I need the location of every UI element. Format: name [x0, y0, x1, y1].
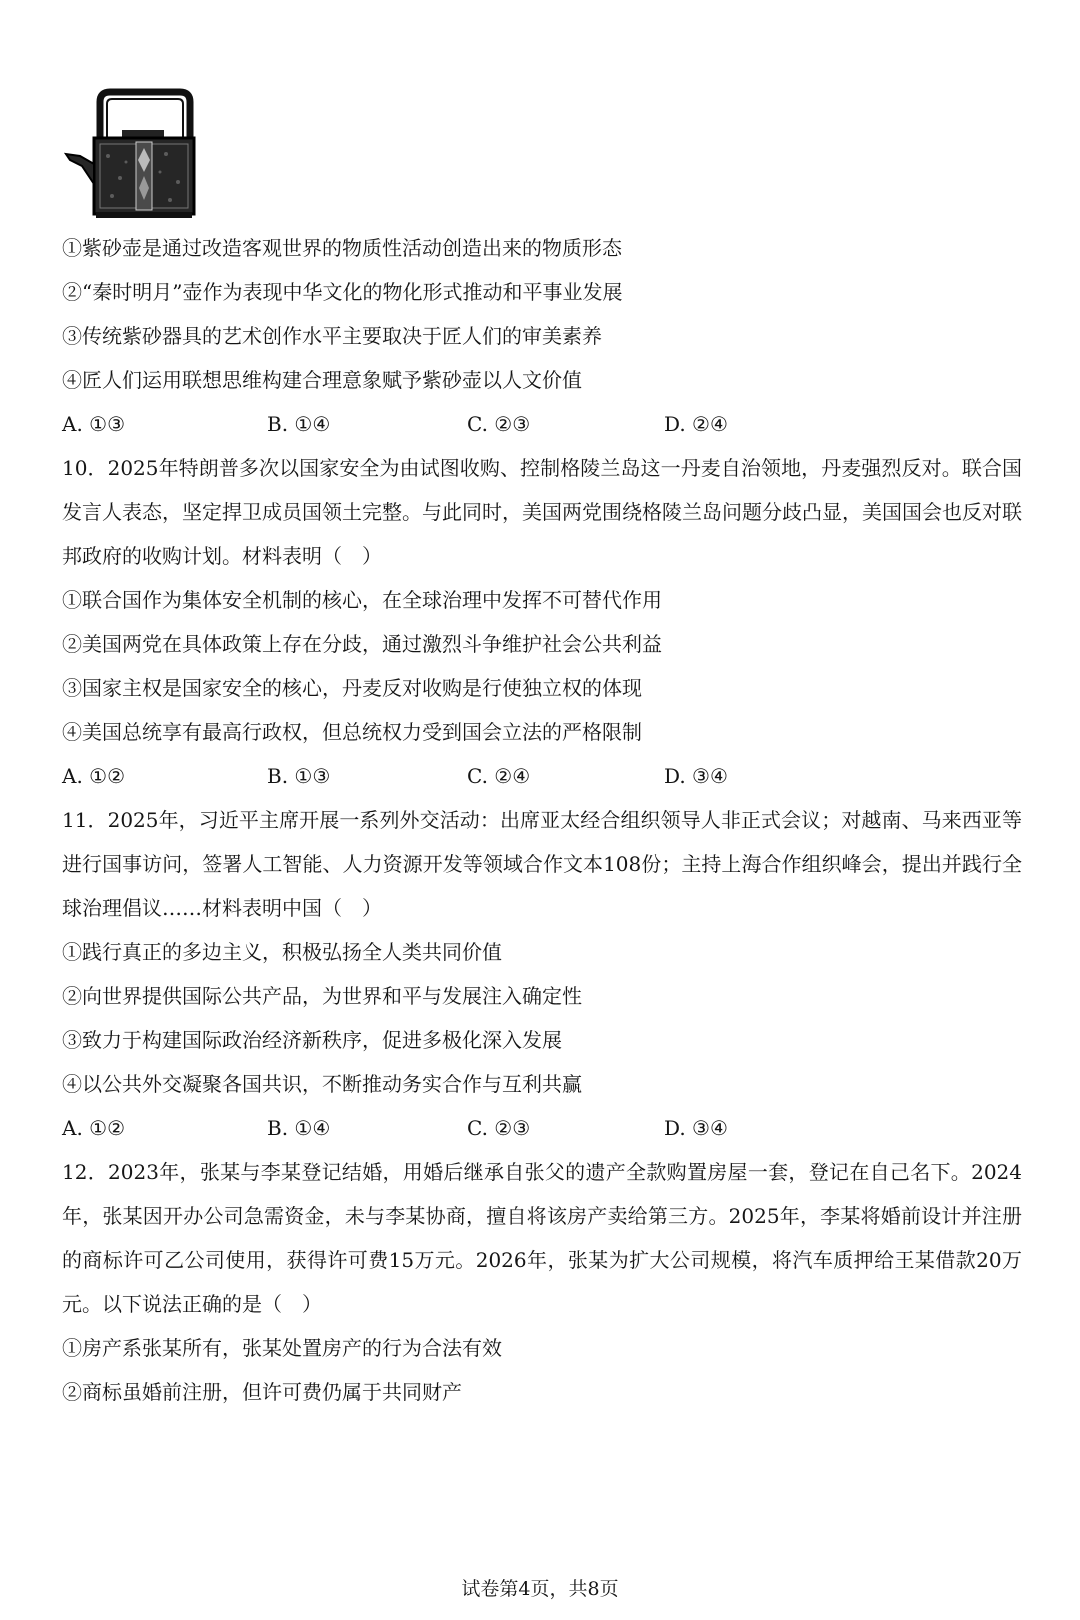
q10-option-b[interactable]: B. ①③: [267, 764, 331, 788]
q9-option-b[interactable]: B. ①④: [267, 412, 331, 436]
q10-statement-2: ②美国两党在具体政策上存在分歧，通过激烈斗争维护社会公共利益: [62, 632, 662, 656]
q12-statement-1: ①房产系张某所有，张某处置房产的行为合法有效: [62, 1336, 502, 1360]
q9-statement-2: ②“秦时明月”壶作为表现中华文化的物化形式推动和平事业发展: [62, 280, 623, 304]
q10-statement-1: ①联合国作为集体安全机制的核心，在全球治理中发挥不可替代作用: [62, 588, 662, 612]
q9-statement-3: ③传统紫砂器具的艺术创作水平主要取决于匠人们的审美素养: [62, 324, 602, 348]
q12-statement-2: ②商标虽婚前注册，但许可费仍属于共同财产: [62, 1380, 462, 1404]
q11-statement-1: ①践行真正的多边主义，积极弘扬全人类共同价值: [62, 940, 502, 964]
question-11: [62, 798, 1022, 1158]
q10-statement-3: ③国家主权是国家安全的核心，丹麦反对收购是行使独立权的体现: [62, 676, 642, 700]
q9-option-c[interactable]: C. ②③: [467, 412, 531, 436]
q10-options: [62, 762, 1022, 806]
question-content: [62, 234, 1022, 1422]
q10-option-d[interactable]: D. ③④: [664, 764, 728, 788]
q11-option-b[interactable]: B. ①④: [267, 1116, 331, 1140]
q9-option-d[interactable]: D. ②④: [664, 412, 728, 436]
q11-options: [62, 1114, 1022, 1158]
page-footer: 试卷第4页，共8页: [461, 1578, 619, 1600]
q10-option-a[interactable]: A. ①②: [62, 764, 126, 788]
q9-option-a[interactable]: A. ①③: [62, 412, 126, 436]
q9-statement-1: ①紫砂壶是通过改造客观世界的物质性活动创造出来的物质形态: [62, 236, 622, 260]
q9-statement-4: ④匠人们运用联想思维构建合理意象赋予紫砂壶以人文价值: [62, 368, 582, 392]
q10-stem: 10．2025年特朗普多次以国家安全为由试图收购、控制格陵兰岛这一丹麦自治领地，丹麦强烈反对。联合国发言人表态，坚定捍卫成员国领土完整。与此同时，美国两党围绕格陵兰岛问题分歧凸显，美国国会也反对联邦政府的收购计划。材料表明（ ）: [62, 456, 1022, 568]
q11-option-d[interactable]: D. ③④: [664, 1116, 728, 1140]
q10-option-c[interactable]: C. ②④: [467, 764, 531, 788]
q12-stem: 12．2023年，张某与李某登记结婚，用婚后继承自张父的遗产全款购置房屋一套，登记在自己名下。2024年，张某因开办公司急需资金，未与李某协商，擅自将该房产卖给第三方。2025年，李某将婚前设计并注册的商标许可乙公司使用，获得许可费15万元。2026年，张某为扩大公司规模，将汽车质押给王某借款20万元。以下说法正确的是（ ）: [62, 1160, 1022, 1316]
q11-statement-2: ②向世界提供国际公共产品，为世界和平与发展注入确定性: [62, 984, 582, 1008]
q11-statement-3: ③致力于构建国际政治经济新秩序，促进多极化深入发展: [62, 1028, 562, 1052]
teapot-illustration: [62, 88, 200, 228]
q11-stem: 11．2025年，习近平主席开展一系列外交活动：出席亚太经合组织领导人非正式会议；对越南、马来西亚等进行国事访问，签署人工智能、人力资源开发等领域合作文本108份；主持上海合作组织峰会，提出并践行全球治理倡议……材料表明中国（ ）: [62, 808, 1022, 920]
question-9: [62, 234, 1022, 454]
q9-options: [62, 410, 1022, 454]
question-12: [62, 1150, 1022, 1422]
question-10: [62, 446, 1022, 806]
q11-option-c[interactable]: C. ②③: [467, 1116, 531, 1140]
q11-statement-4: ④以公共外交凝聚各国共识，不断推动务实合作与互利共赢: [62, 1072, 582, 1096]
q10-statement-4: ④美国总统享有最高行政权，但总统权力受到国会立法的严格限制: [62, 720, 642, 744]
q11-option-a[interactable]: A. ①②: [62, 1116, 126, 1140]
